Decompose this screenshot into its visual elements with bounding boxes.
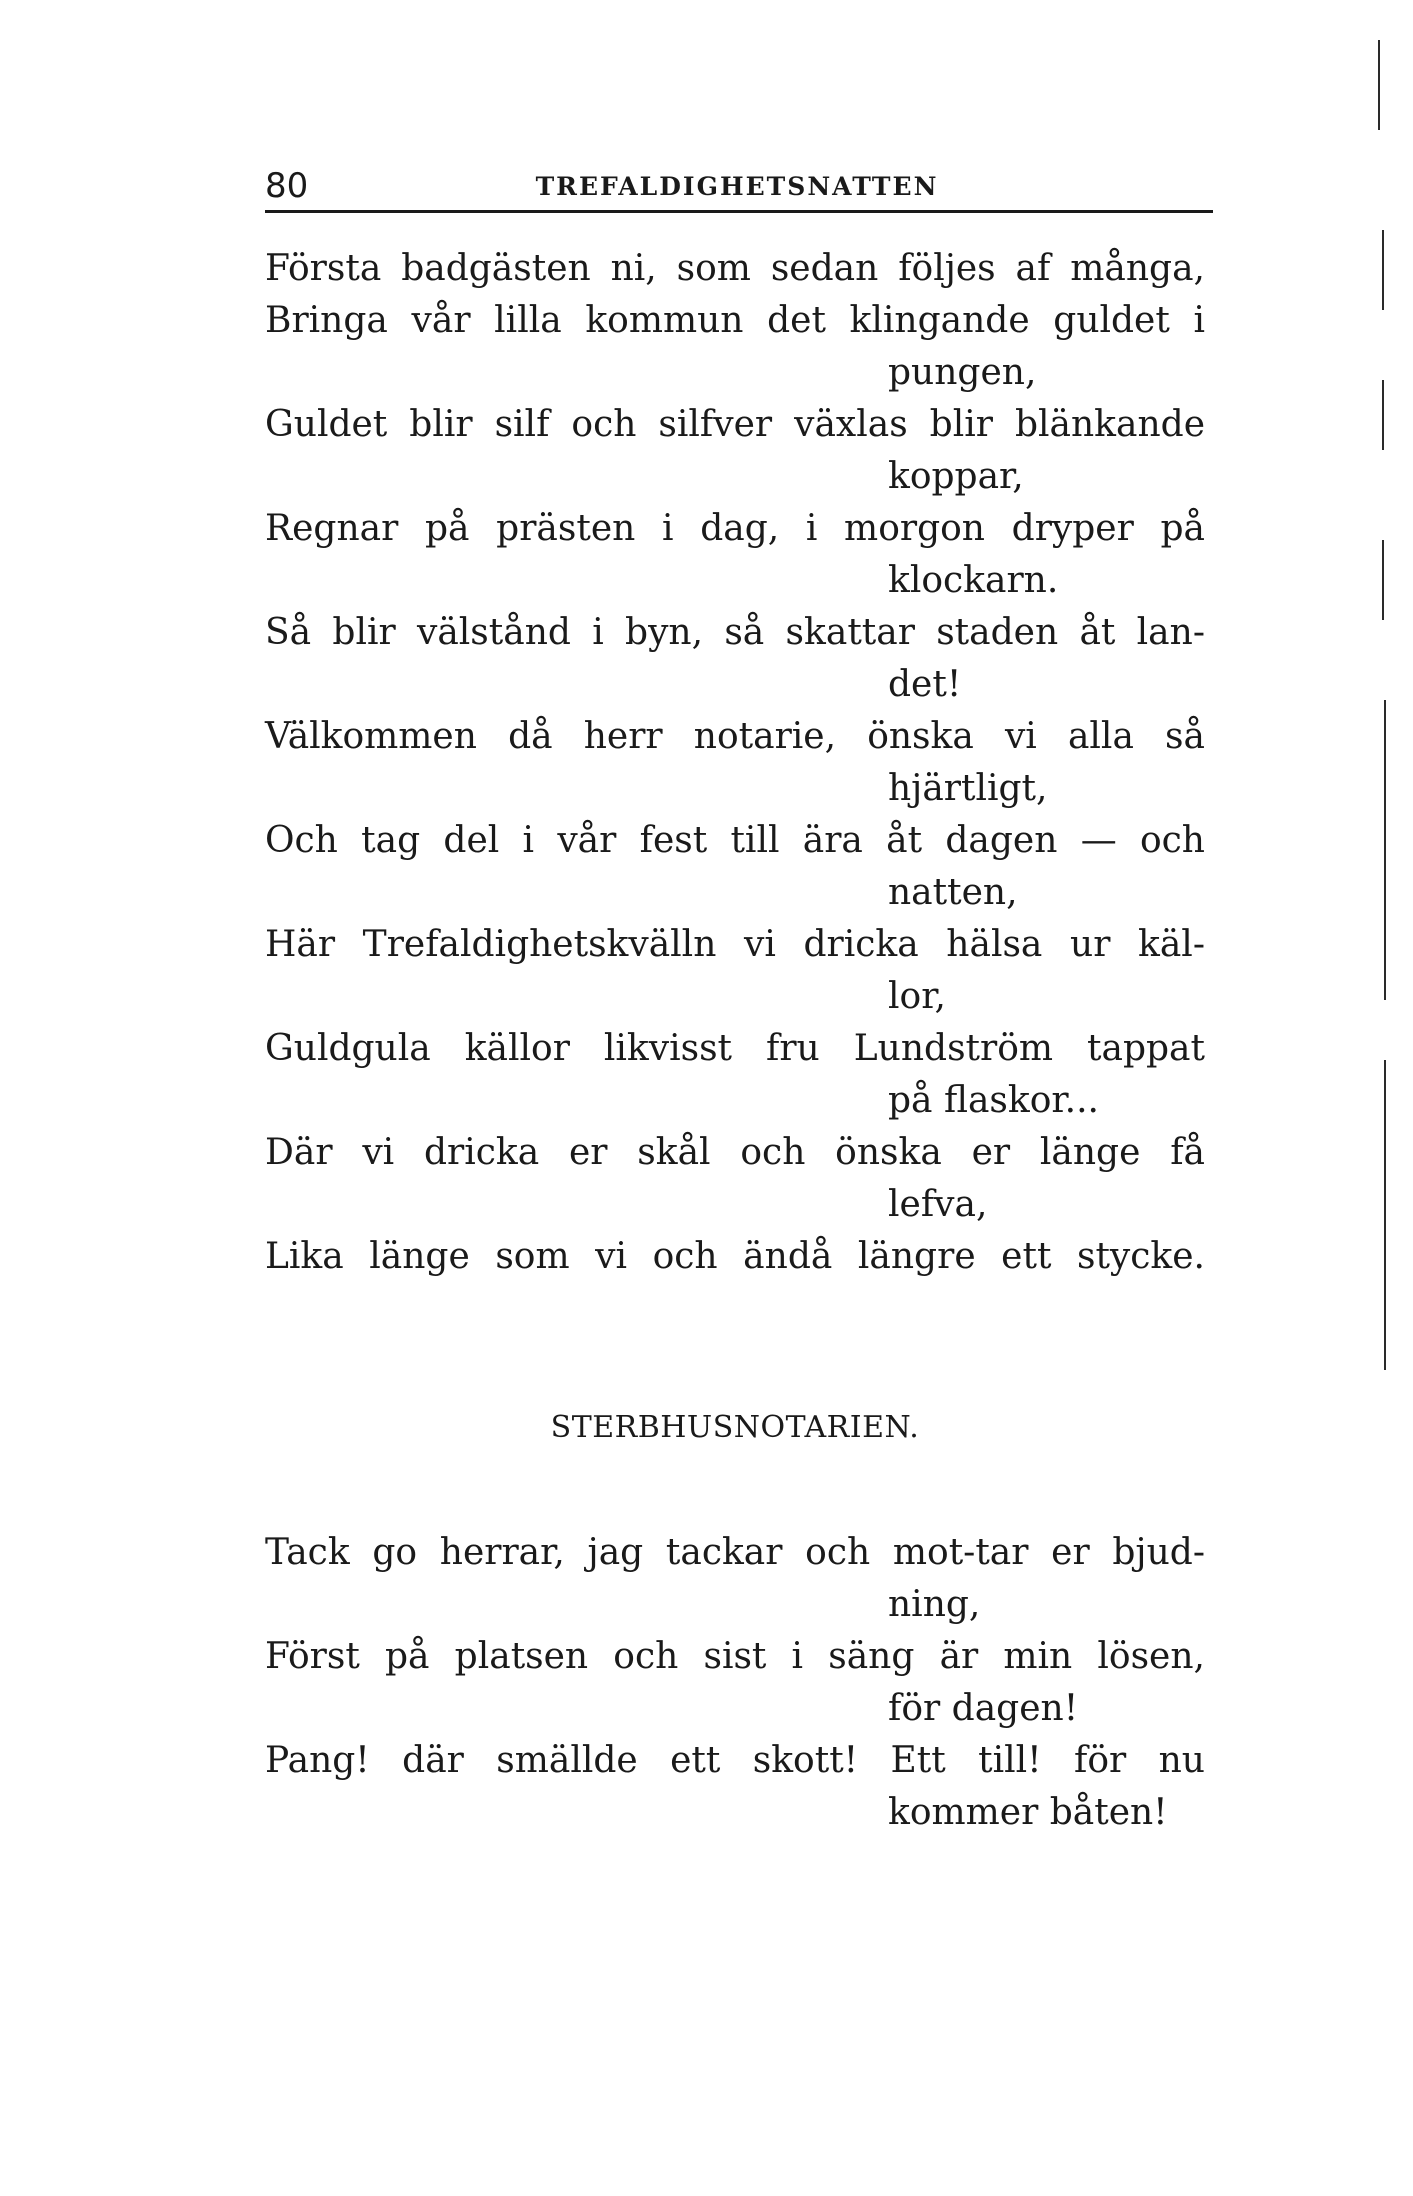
page-number: 80 [265, 166, 309, 206]
verse-line: Regnar på prästen i dag, i morgon dryper på [265, 508, 1205, 549]
verse-line-continuation: hjärtligt, [888, 768, 1048, 809]
verse-line: Guldgula källor likvisst fru Lundström tappat [265, 1028, 1205, 1069]
scan-edge-mark [1384, 700, 1386, 1000]
verse-line: Välkommen då herr notarie, önska vi alla så [265, 716, 1205, 757]
verse-line: Tack go herrar, jag tackar och mot-tar er bjud- [265, 1532, 1205, 1573]
verse-line: Först på platsen och sist i säng är min lösen, [265, 1636, 1205, 1677]
page-header [265, 160, 1213, 210]
verse-stanza-2 [265, 1527, 1205, 1839]
verse-line-continuation: natten, [888, 872, 1018, 913]
scan-edge-mark [1384, 1060, 1386, 1370]
verse-line: Lika länge som vi och ändå längre ett stycke. [265, 1236, 1205, 1277]
running-title: TREFALDIGHETSNATTEN [535, 172, 939, 201]
verse-line: Guldet blir silf och silfver växlas blir blänkande [265, 404, 1205, 445]
verse-line: Och tag del i vår fest till ära åt dagen — och [265, 820, 1205, 861]
verse-line: Första badgästen ni, som sedan följes af många, [265, 248, 1205, 289]
verse-line-continuation: kommer båten! [888, 1792, 1168, 1833]
scan-edge-mark [1382, 380, 1384, 450]
verse-line: Där vi dricka er skål och önska er länge få [265, 1132, 1205, 1173]
verse-line-continuation: koppar, [888, 456, 1024, 497]
verse-line: Här Trefaldighetskvälln vi dricka hälsa ur käl- [265, 924, 1205, 965]
scan-edge-mark [1382, 230, 1384, 310]
verse-line: Bringa vår lilla kommun det klingande guldet i [265, 300, 1205, 341]
verse-line: Så blir välstånd i byn, så skattar staden åt lan- [265, 612, 1205, 653]
verse-line-continuation: det! [888, 664, 962, 705]
verse-line-continuation: ning, [888, 1584, 981, 1625]
verse-stanza-1 [265, 243, 1205, 1283]
scan-edge-mark [1382, 540, 1384, 620]
verse-line-continuation: lor, [888, 976, 946, 1017]
header-rule [265, 210, 1213, 213]
verse-line-continuation: på flaskor... [888, 1080, 1099, 1121]
verse-line-continuation: pungen, [888, 352, 1037, 393]
verse-line-continuation: för dagen! [888, 1688, 1079, 1729]
verse-line-continuation: klockarn. [888, 560, 1059, 601]
scan-edge-mark [1378, 40, 1380, 130]
verse-line: Pang! där smällde ett skott! Ett till! för nu [265, 1740, 1205, 1781]
verse-line-continuation: lefva, [888, 1184, 988, 1225]
speaker-heading: STERBHUSNOTARIEN. [550, 1410, 920, 1445]
